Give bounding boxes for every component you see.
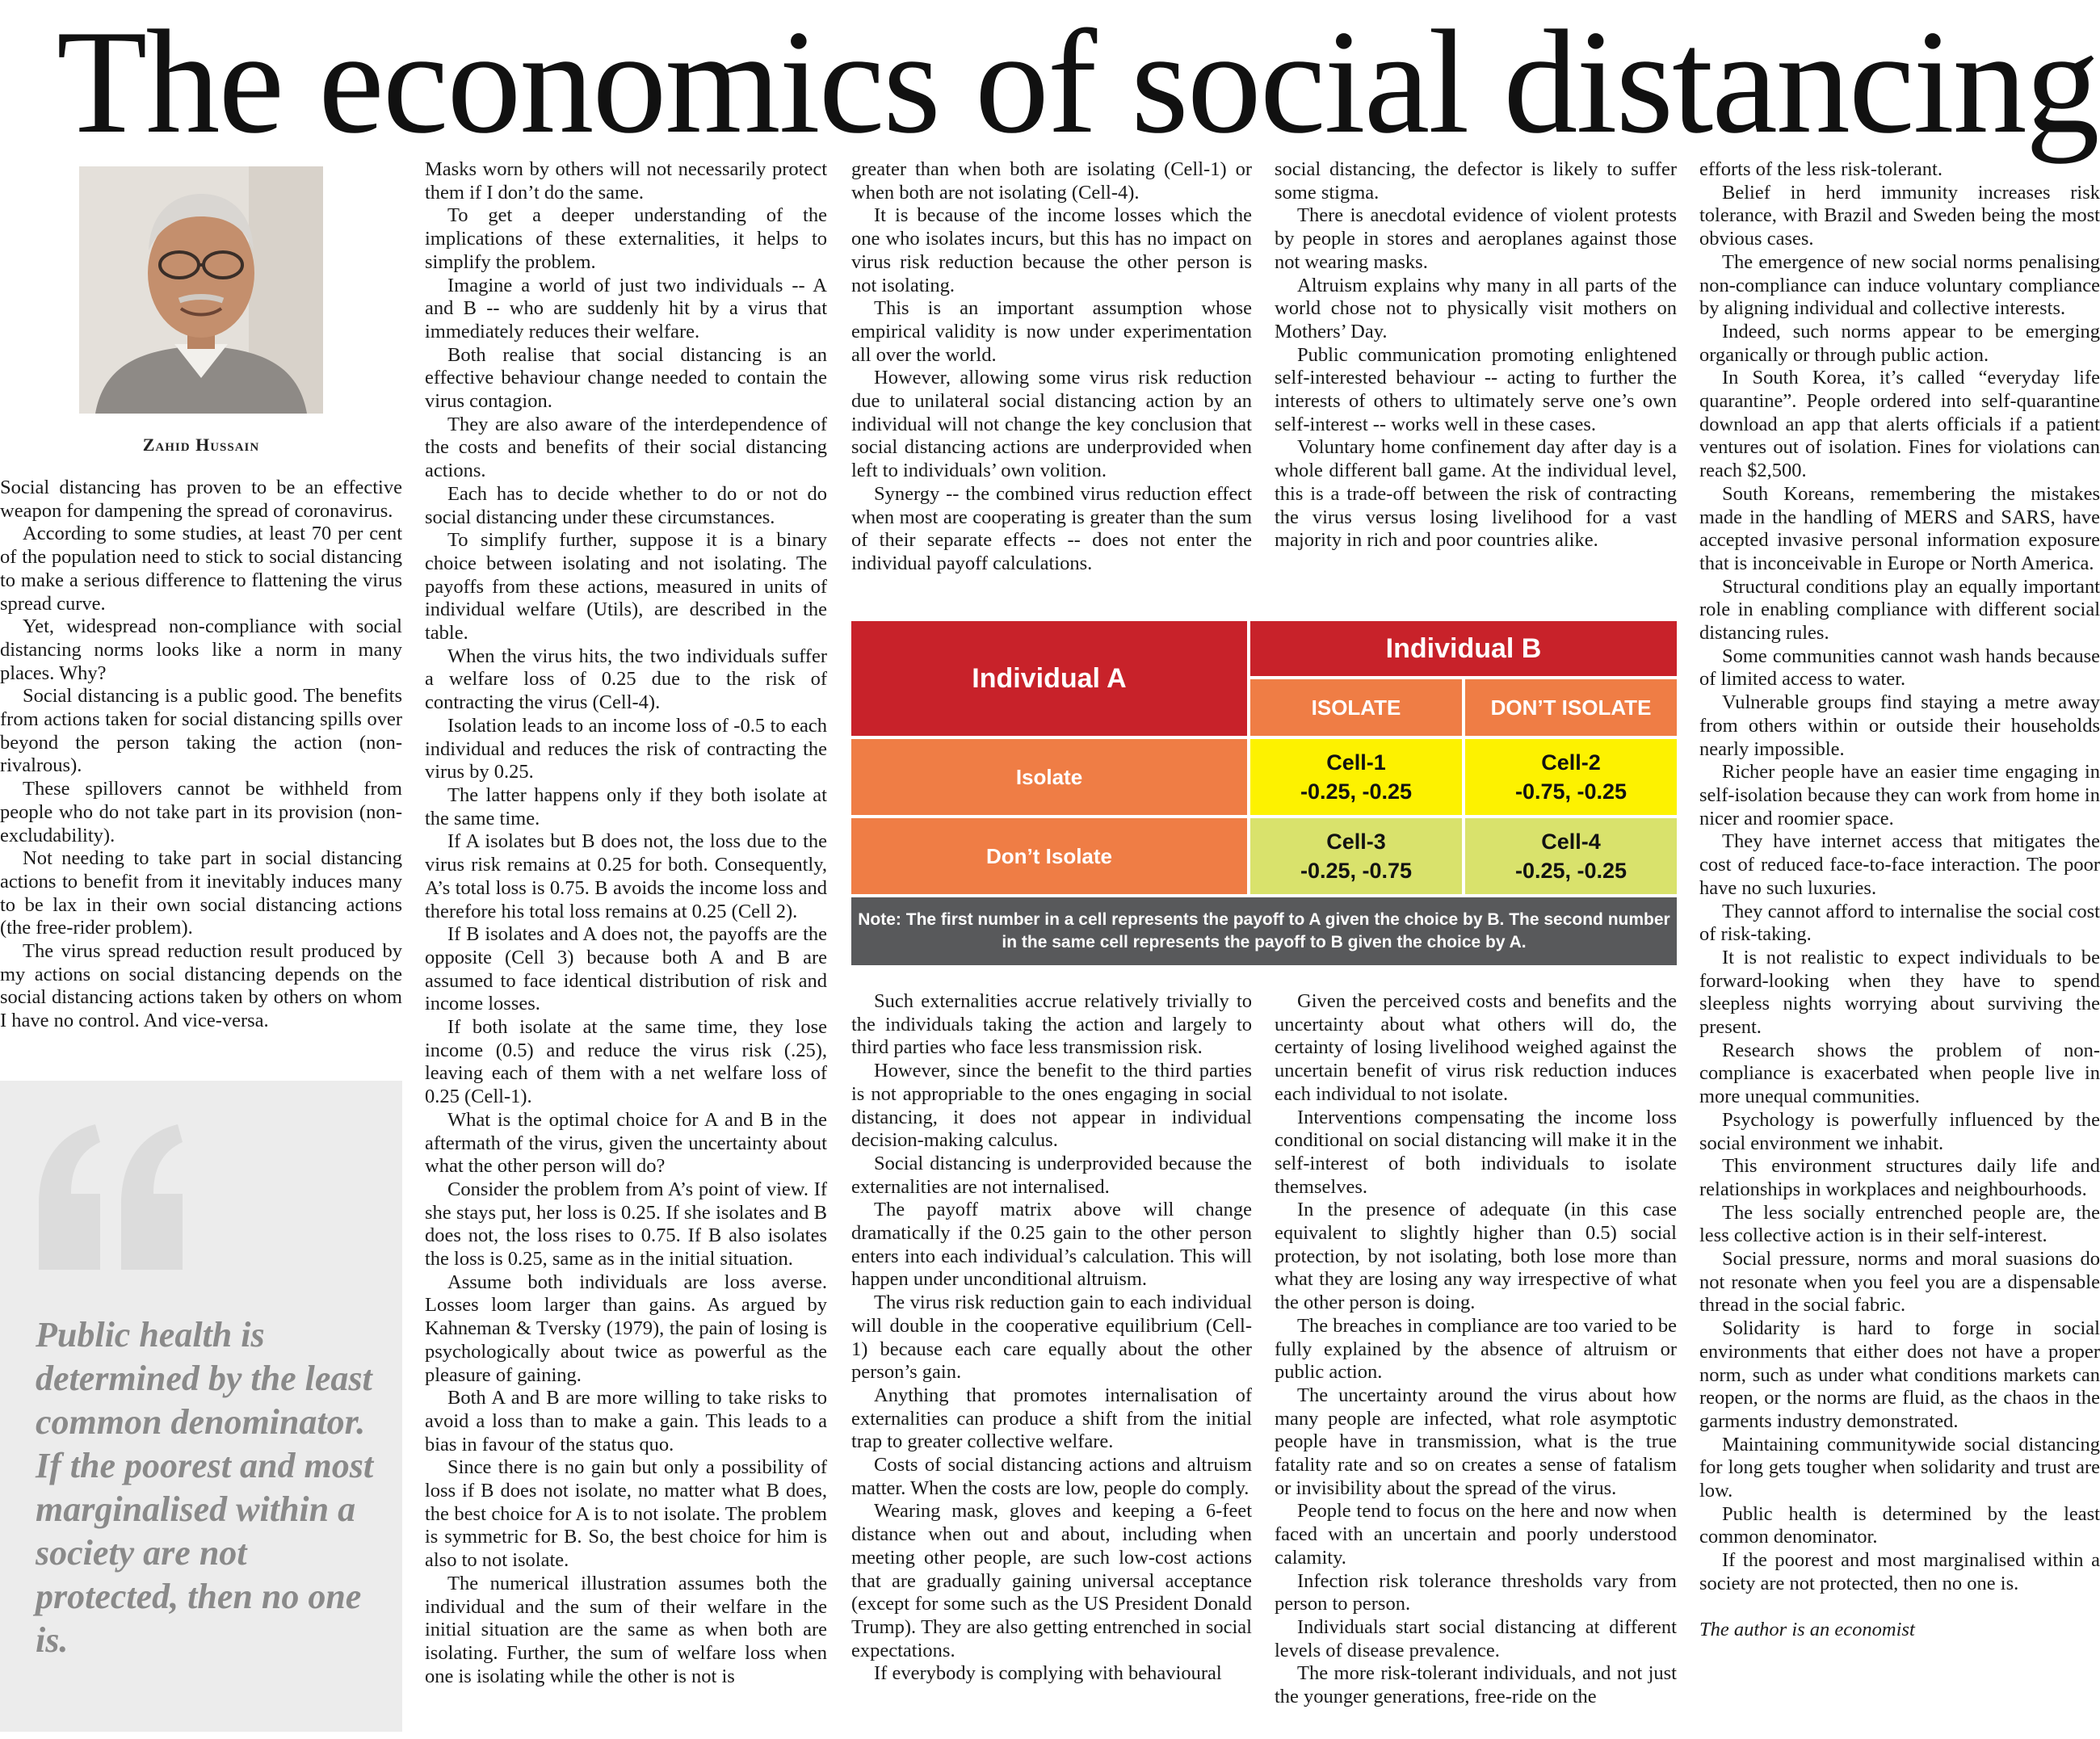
table-cell-1 xyxy=(1250,739,1462,815)
paragraph: Consider the problem from A’s point of view. If she stays put, her loss is 0.25. If she isolates and B does not, the loss rises to 0.75. If B also isolates the loss is 0.25, same as in the initial situation. xyxy=(425,1178,827,1271)
headline: The economics of social distancing xyxy=(57,0,2098,164)
paragraph: These spillovers cannot be withheld from people who do not take part in its provision (non-excludability). xyxy=(0,778,402,846)
column-3-bottom xyxy=(851,990,1252,1733)
table-note-line-2: in the same cell represents the payoff to B given the choice by A. xyxy=(1002,933,1527,951)
paragraph: Synergy -- the combined virus reduction effect when most are cooperating is greater than the sum of their separate effects -- does not enter the individual payoff calculations. xyxy=(851,482,1252,574)
paragraph: This is an important assumption whose empirical validity is now under experimentation all over the world. xyxy=(851,297,1252,366)
paragraph: efforts of the less risk-tolerant. xyxy=(1699,158,1942,180)
paragraph: The emergence of new social norms penalising non-compliance can induce voluntary compliance by aligning individual and collective interests. xyxy=(1699,250,2100,320)
paragraph: Social distancing is a public good. The benefits from actions taken for social distancing spills over beyond the person taking the action (non-rivalrous). xyxy=(0,685,402,777)
table-header-individual-a: Individual A xyxy=(851,621,1247,736)
paragraph: They have internet access that mitigates the cost of reduced face-to-face interaction. The poor have no such luxuries. xyxy=(1699,830,2100,899)
cell-label: Cell-4 xyxy=(1541,830,1601,854)
column-4-top xyxy=(1275,158,1677,604)
cell-value: -0.25, -0.25 xyxy=(1514,859,1628,883)
paragraph: If both isolate at the same time, they lose income (0.5) and reduce the virus risk (.25), leaving each of them with a net welfare loss of 0.25 (Cell-1). xyxy=(425,1016,827,1108)
paragraph: Infection risk tolerance thresholds vary from person to person. xyxy=(1275,1569,1677,1615)
paragraph: Public health is determined by the least common denominator. xyxy=(1699,1502,2100,1548)
paragraph: If everybody is complying with behavioural xyxy=(874,1662,1222,1685)
paragraph: Given the perceived costs and benefits and the uncertainty about what others will do, the certainty of losing livelihood weighed against the uncertain benefit of virus risk reduction induces each individual to not isolate. xyxy=(1275,990,1677,1105)
cell-label: Cell-1 xyxy=(1326,750,1386,775)
paragraph: Both realise that social distancing is an effective behaviour change needed to contain the virus contagion. xyxy=(425,343,827,413)
paragraph: Public communication promoting enlightened self-interested behaviour -- acting to further the interests of others to ultimately serve one’s own self-interest -- works well in these cases. xyxy=(1275,343,1677,435)
cell-label: Cell-2 xyxy=(1541,750,1601,775)
paragraph: If A isolates but B does not, the loss due to the virus risk remains at 0.25 for both. Consequently, A’s total loss is 0.75. B avoids the income loss and therefore his total loss remains at 0.25 (Cell 2). xyxy=(425,830,827,922)
paragraph: The latter happens only if they both isolate at the same time. xyxy=(425,783,827,830)
paragraph: Masks worn by others will not necessarily protect them if I don’t do the same. xyxy=(425,158,827,204)
paragraph: Altruism explains why many in all parts of the world chose not to physically visit mothers on Mothers’ Day. xyxy=(1275,274,1677,342)
paragraph: The less socially entrenched people are, the less collective action is in their self-interest. xyxy=(1699,1201,2100,1247)
table-header-isolate: ISOLATE xyxy=(1250,679,1462,736)
paragraph: They are also aware of the interdependence of the costs and benefits of their social distancing actions. xyxy=(425,413,827,482)
paragraph: If B isolates and A does not, the payoffs are the opposite (Cell 3) because both A and B are assumed to face identical distribution of risk and income losses. xyxy=(425,923,827,1015)
paragraph: The uncertainty around the virus about how many people are infected, what role asymptotic people have in transmission, what is the true fatality rate and so on creates a sense of fatalism or invisibility about the spread of the virus. xyxy=(1275,1384,1677,1499)
paragraph: Both A and B are more willing to take risks to avoid a loss than to make a gain. This leads to a bias in favour of the status quo. xyxy=(425,1387,827,1455)
paragraph: Some communities cannot wash hands because of limited access to water. xyxy=(1699,645,2100,691)
paragraph: Imagine a world of just two individuals -- A and B -- who are suddenly hit by a virus that immediately reduces their welfare. xyxy=(425,274,827,342)
column-3-top xyxy=(851,158,1252,604)
paragraph: social distancing, the defector is likely to suffer some stigma. xyxy=(1275,158,1677,204)
paragraph: This environment structures daily life and relationships in workplaces and neighbourhoods. xyxy=(1699,1155,2100,1200)
table-header-individual-b: Individual B xyxy=(1250,621,1677,676)
table-note xyxy=(851,897,1677,965)
paragraph: Maintaining communitywide social distancing for long gets tougher when solidarity and trust are low. xyxy=(1699,1433,2100,1502)
paragraph: People tend to focus on the here and now when faced with an uncertain and poorly understood calamity. xyxy=(1275,1500,1677,1569)
paragraph: Structural conditions play an equally important role in enabling compliance with different social distancing rules. xyxy=(1699,575,2100,645)
column-1 xyxy=(0,477,402,1061)
paragraph: Anything that promotes internalisation of externalities can produce a shift from the initial trap to greater collective welfare. xyxy=(851,1384,1252,1453)
paragraph: Social distancing has proven to be an effective weapon for dampening the spread of coronavirus. xyxy=(0,477,402,522)
author-note: The author is an economist xyxy=(1699,1618,1915,1640)
cell-value: -0.75, -0.25 xyxy=(1514,779,1628,804)
paragraph: Yet, widespread non-compliance with social distancing norms looks like a norm in many places. Why? xyxy=(0,615,402,684)
paragraph: In the presence of adequate (in this case equivalent to slightly higher than 0.5) social protection, by not isolating, both lose more than what they are losing any way irrespective of what the other person is doing. xyxy=(1275,1199,1677,1314)
paragraph: However, allowing some virus risk reduction due to unilateral social distancing action by an individual will not change the key conclusion that social distancing actions are underprovided when left to individuals’ own volition. xyxy=(851,367,1252,482)
paragraph: Since there is no gain but only a possibility of loss if B does not isolate, no matter what B does, the best choice for A is to not isolate. The problem is symmetric for B. So, the best choice for him is also to not isolate. xyxy=(425,1456,827,1572)
column-5 xyxy=(1699,158,2100,1733)
paragraph: However, since the benefit to the third parties is not appropriable to the ones engaging in social distancing, it does not appear in individual decision-making calculus. xyxy=(851,1060,1252,1152)
paragraph: Voluntary home confinement day after day is a whole different ball game. At the individual level, this is a trade-off between the risk of contracting the virus versus losing livelihood for a vast majority in rich and poor countries alike. xyxy=(1275,436,1677,552)
paragraph: The virus risk reduction gain to each individual will double in the cooperative equilibrium (Cell-1) because each care equally about the other person’s gain. xyxy=(851,1292,1252,1384)
quote-mark-icon xyxy=(31,1116,192,1278)
paragraph: Each has to decide whether to do or not do social distancing under these circumstances. xyxy=(425,482,827,528)
paragraph: There is anecdotal evidence of violent protests by people in stores and aeroplanes against those not wearing masks. xyxy=(1275,204,1677,273)
paragraph: If the poorest and most marginalised within a society are not protected, then no one is. xyxy=(1699,1549,2100,1594)
paragraph: Social distancing is underprovided because the externalities are not internalised. xyxy=(851,1152,1252,1198)
table-note-line-1: Note: The first number in a cell represents the payoff to A given the choice by B. The second number xyxy=(858,910,1670,929)
paragraph: greater than when both are isolating (Cell-1) or when both are not isolating (Cell-4). xyxy=(851,158,1252,204)
cell-value: -0.25, -0.25 xyxy=(1300,779,1413,804)
paragraph: Assume both individuals are loss averse. Losses loom larger than gains. As argued by Kahneman & Tversky (1979), the pain of losing is psychologically about twice as powerful as the pleasure of gaining. xyxy=(425,1271,827,1386)
pull-quote: Public health is determined by the least common denominator. If the poorest and most marginalised within a society are not protected, then no one is. xyxy=(36,1315,374,1660)
table-row-label-dont-isolate: Don’t Isolate xyxy=(851,818,1247,894)
paragraph: What is the optimal choice for A and B in the aftermath of the virus, given the uncertainty about what the other person will do? xyxy=(425,1108,827,1178)
paragraph: Costs of social distancing actions and altruism matter. When the costs are low, people do comply. xyxy=(851,1454,1252,1499)
paragraph: The numerical illustration assumes both the individual and the sum of their welfare in the initial situation are the same as when both are isolating. Further, the sum of welfare loss when one is isolating while the other is not is xyxy=(425,1572,827,1687)
table-header-dont-isolate: DON’T ISOLATE xyxy=(1465,679,1677,736)
paragraph: The virus spread reduction result produced by my actions on social distancing depends on the social distancing actions taken by others on whom I have no control. And vice-versa. xyxy=(0,940,402,1032)
paragraph: Not needing to take part in social distancing actions to benefit from it inevitably induces many to be lax in their own social distancing actions (the free-rider problem). xyxy=(0,847,402,939)
paragraph: Interventions compensating the income loss conditional on social distancing will make it in the self-interest of both individuals to isolate themselves. xyxy=(1275,1106,1677,1198)
byline: Zahid Hussain xyxy=(142,435,260,455)
paragraph: Such externalities accrue relatively trivially to the individuals taking the action and largely to third parties who face less transmission risk. xyxy=(851,990,1252,1059)
paragraph: Richer people have an easier time engaging in self-isolation because they can work from home in nicer and roomier space. xyxy=(1699,761,2100,830)
table-row-label-isolate: Isolate xyxy=(851,739,1247,815)
payoff-table xyxy=(851,621,1677,965)
paragraph: Belief in herd immunity increases risk tolerance, with Brazil and Sweden being the most obvious cases. xyxy=(1699,181,2100,250)
paragraph: According to some studies, at least 70 per cent of the population need to stick to social distancing to make a serious difference to flattening the virus spread curve. xyxy=(0,523,402,615)
paragraph: Individuals start social distancing at different levels of disease prevalence. xyxy=(1275,1615,1677,1661)
cell-label: Cell-3 xyxy=(1326,830,1386,854)
paragraph: Isolation leads to an income loss of -0.5 to each individual and reduces the risk of contracting the virus by 0.25. xyxy=(425,714,827,783)
paragraph: Indeed, such norms appear to be emerging organically or through public action. xyxy=(1699,320,2100,366)
table-cell-4 xyxy=(1465,818,1677,894)
paragraph: Wearing mask, gloves and keeping a 6-feet distance when out and about, including when meeting other people, are such low-cost actions that are gradually gaining universal acceptance (except for some such as the US President Donald Trump). They are also getting entrenched in social expectations. xyxy=(851,1500,1252,1661)
paragraph: Vulnerable groups find staying a metre away from others within or outside their households nearly impossible. xyxy=(1699,691,2100,760)
cell-value: -0.25, -0.75 xyxy=(1300,859,1413,883)
paragraph: South Koreans, remembering the mistakes made in the handling of MERS and SARS, have accepted invasive personal information exposure that is inconceivable in Europe or North America. xyxy=(1699,482,2100,574)
column-2 xyxy=(425,158,827,1733)
paragraph: The breaches in compliance are too varied to be fully explained by the absence of altruism or public action. xyxy=(1275,1314,1677,1384)
paragraph: The more risk-tolerant individuals, and not just the younger generations, free-ride on the xyxy=(1275,1662,1677,1708)
paragraph: Social pressure, norms and moral suasions do not resonate when you feel you are a dispensable thread in the social fabric. xyxy=(1699,1248,2100,1317)
paragraph: They cannot afford to internalise the social cost of risk-taking. xyxy=(1699,900,2100,946)
paragraph: To simplify further, suppose it is a binary choice between isolating and not isolating. The payoffs from these actions, measured in units of individual welfare (Utils), are described in the table. xyxy=(425,529,827,645)
table-cell-2 xyxy=(1465,739,1677,815)
paragraph: Psychology is powerfully influenced by the social environment we inhabit. xyxy=(1699,1108,2100,1154)
table-cell-3 xyxy=(1250,818,1462,894)
paragraph: In South Korea, it’s called “everyday life quarantine”. People ordered into self-quarantine download an app that alerts officials if a patient ventures out of isolation. Fines for violations can reach $2,500. xyxy=(1699,367,2100,482)
paragraph: To get a deeper understanding of the implications of these externalities, it helps to simplify the problem. xyxy=(425,204,827,273)
author-photo xyxy=(79,166,323,414)
column-4-bottom xyxy=(1275,990,1677,1733)
paragraph: It is not realistic to expect individuals to be forward-looking when they have to spend sleepless nights worrying about surviving the present. xyxy=(1699,946,2100,1039)
paragraph: Research shows the problem of non-compliance is exacerbated when people live in more unequal communities. xyxy=(1699,1039,2100,1108)
paragraph: When the virus hits, the two individuals suffer a welfare loss of 0.25 due to the risk of contracting the virus (Cell-4). xyxy=(425,645,827,714)
paragraph: It is because of the income losses which the one who isolates incurs, but this has no impact on virus risk reduction because the other person is not isolating. xyxy=(851,204,1252,296)
paragraph: The payoff matrix above will change dramatically if the 0.25 gain to the other person enters into each individual’s calculation. This will happen under unconditional altruism. xyxy=(851,1199,1252,1291)
paragraph: Solidarity is hard to forge in social environments that either does not have a proper norm, such as under what conditions markets can reopen, or the norms are fluid, as the chaos in the garments industry demonstrated. xyxy=(1699,1317,2100,1432)
